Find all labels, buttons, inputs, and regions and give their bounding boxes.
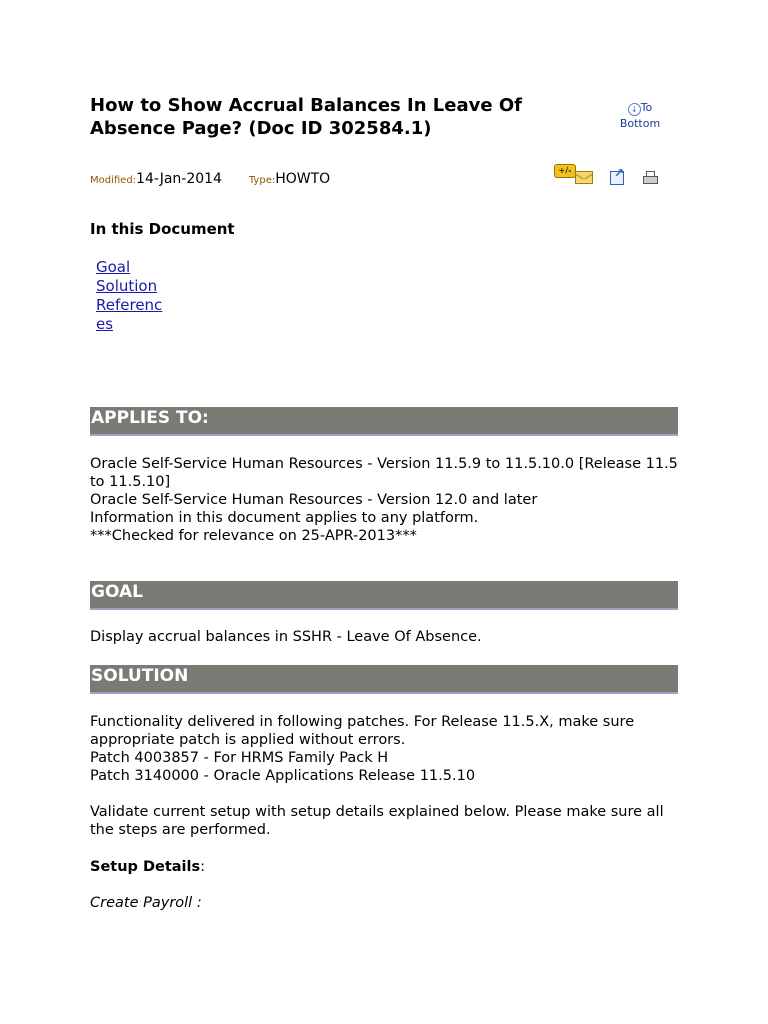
applies-to-line: Oracle Self-Service Human Resources - Version 11.5.9 to 11.5.10.0 [Release 11.5 to 11.5.10] <box>90 456 678 490</box>
applies-to-heading: APPLIES TO: <box>90 407 678 436</box>
email-icon[interactable] <box>575 171 593 184</box>
toc-link-references[interactable]: References <box>96 296 163 333</box>
create-payroll-text: Create Payroll : <box>90 895 202 911</box>
toc-link-goal[interactable]: Goal <box>96 258 131 276</box>
modified-label: Modified: <box>90 175 137 186</box>
document-title: How to Show Accrual Balances In Leave Of Absence Page? (Doc ID 302584.1) <box>90 95 522 139</box>
type-label: Type: <box>248 175 276 186</box>
expand-collapse-icon[interactable]: +/- <box>554 164 576 178</box>
solution-line: Patch 3140000 - Oracle Applications Release 11.5.10 <box>90 768 476 784</box>
solution-line: Functionality delivered in following patches. For Release 11.5.X, make sure appropriate patch is applied without errors. <box>90 714 635 748</box>
open-external-icon[interactable] <box>610 171 624 185</box>
to-bottom-label: To Bottom <box>619 101 661 130</box>
setup-details <box>90 858 678 876</box>
type-value: HOWTO <box>275 171 331 187</box>
solution-heading: SOLUTION <box>90 665 678 694</box>
setup-details-label: Setup Details <box>90 859 201 875</box>
solution-line: Patch 4003857 - For HRMS Family Pack H <box>90 750 389 766</box>
solution-body <box>90 713 678 785</box>
applies-to-line: Information in this document applies to any platform. <box>90 510 479 526</box>
document-meta <box>90 171 330 187</box>
applies-to-body <box>90 455 678 545</box>
to-bottom-link[interactable] <box>612 100 668 132</box>
validate-text: Validate current setup with setup details explained below. Please make sure all the steps are performed. <box>90 804 664 838</box>
print-icon[interactable] <box>643 171 658 184</box>
document-toolbar <box>554 162 664 192</box>
down-arrow-icon: ↓ <box>628 103 641 116</box>
toc-link-solution[interactable]: Solution <box>96 277 158 295</box>
toc-list <box>96 258 166 334</box>
applies-to-line: Oracle Self-Service Human Resources - Version 12.0 and later <box>90 492 538 508</box>
modified-value: 14-Jan-2014 <box>136 171 222 187</box>
goal-text: Display accrual balances in SSHR - Leave Of Absence. <box>90 629 482 645</box>
applies-to-line: ***Checked for relevance on 25-APR-2013*** <box>90 528 417 544</box>
toc-heading: In this Document <box>90 220 235 238</box>
goal-heading: GOAL <box>90 581 678 610</box>
setup-details-colon: : <box>200 859 206 875</box>
